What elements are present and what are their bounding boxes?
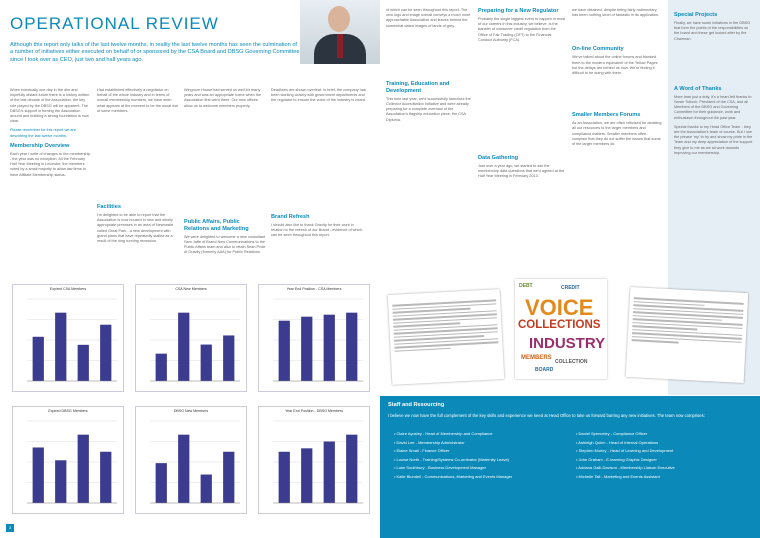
chart-bar	[301, 448, 312, 503]
chart-bar	[100, 325, 111, 381]
thanks-heading: A Word of Thanks	[674, 85, 722, 92]
document-image-left	[388, 289, 505, 385]
page-number: 3	[6, 524, 14, 532]
chart-bar	[33, 447, 44, 503]
chart-bar	[100, 452, 111, 503]
right-column-2: Preparing for a New Regulator Probably the single biggest event to happen in most of our careers in this industry, we believe, is the transfer of consumer credit regulation from the Office of Fair Trading (OFT) to the Financial Conduct Authority (FCA). Data Gathering Just over a year ago, we started to ask the membership data questions that we'd agreed at the Half Year Meeting in February 2013.	[478, 8, 566, 179]
chart-title: Year End Position - CSA Members	[286, 287, 342, 291]
word-cloud-image: VOICE COLLECTIONS INDUSTRY DEBT CREDIT MEMBERS COLLECTION BOARD	[515, 279, 607, 379]
staff-intro: I believe we now have the full complement of the key skills and experience we need at Head Office to take us forward barring any new initiatives. The team now comprises:	[388, 413, 705, 418]
chart-bar	[324, 442, 335, 504]
chart-bar	[55, 460, 66, 503]
brand-heading: Brand Refresh	[271, 213, 310, 220]
staff-member: • Louise North - Training/Systems Co-ordinator (Maternity Leave)	[394, 456, 564, 465]
column-1: When eventually one day in the dim and hopefully distant future there is a history written of the last decade of the Association, the key role played by the DBSG will be apparent. The DBSG's support in turning the Association around and building a strong foundation is now clear. Please remember for this report we are describing the last twelve months. Membership Overview Each year I write of changes to the membership - the year was no exception. All the February Half Year Meeting in Leicester, the members voted by a small majority to allow law firms to have Affiliate Membership status.	[10, 88, 91, 177]
right-column-3: we have obtained, despite being fairly rudimentary, has been nothing short of fantastic in its application. On-line Community We've talked about the online forums and blanked them to the modern equivalent of the Yellow Pages but the delays are behind us now. We're finding it difficult to be doing with them. Smaller Members Forums As an Association, we are often criticised for deciding all our resources to the larger members and compliance matters. Smaller members often complain that they do not suffer the issues that some of the larger members do.	[572, 8, 662, 147]
chart-bar	[201, 475, 212, 503]
staff-list-right	[576, 430, 756, 482]
bar-chart	[135, 284, 247, 392]
staff-panel	[380, 396, 760, 538]
chart-bar	[346, 435, 357, 503]
chart-bar	[156, 354, 167, 381]
chart-bar	[279, 321, 290, 381]
smaller-heading: Smaller Members Forums	[572, 112, 641, 119]
data-heading: Data Gathering	[478, 155, 519, 162]
column-4: Deadlines are shown overleaf. In brief, the company has been working closely with government departments and the regulator to ensure the voice of the industry is heard. Brand Refresh I should also like to thank Gravity for their work in relation to the refresh of our Brand - evidence of which can be seen throughout this report.	[271, 88, 366, 238]
training-heading: Training, Education and Development	[386, 80, 450, 94]
chart-title: Expired CSA Members	[49, 287, 87, 291]
bar-chart	[135, 406, 247, 514]
chart-bar	[279, 452, 290, 503]
chart-bar	[78, 345, 89, 381]
chart-bar	[223, 452, 234, 503]
staff-member: • Stephen Morley - Head of Learning and Development	[576, 447, 756, 456]
chart-bar	[301, 317, 312, 381]
membership-heading: Membership Overview	[10, 142, 70, 149]
bar-chart	[12, 406, 124, 514]
page-title: OPERATIONAL REVIEW	[10, 14, 219, 33]
ceo-portrait	[300, 0, 380, 64]
column-2: Had established effectively a negotiator on behalf of the whole industry and in terms of overall membership numbers, we have seen what appears at the moment to be the usual rise of some members. Facilities I'm delighted to be able to report that the Association is now housed in new and wholly appropriate premises in an area of Newcastle called Great Park - a new development with grand plans that have repeatedly stalled as a result of the long running recession.	[97, 88, 179, 244]
chart-title: Expired DBSG Members	[48, 409, 88, 413]
bar-chart	[258, 284, 370, 392]
chart-bar	[324, 315, 335, 381]
staff-member: • Claire Aynsley - Head of Membership and Compliance	[394, 430, 564, 439]
staff-heading: Staff and Resourcing	[388, 402, 445, 408]
document-image-right	[626, 287, 749, 383]
chart-bar	[346, 313, 357, 381]
chart-bar	[55, 313, 66, 381]
staff-member: • Katie Blundell - Communications, Marketing and Events Manager	[394, 473, 564, 482]
staff-member: • John Graham - E-learning Graphic Designer	[576, 456, 756, 465]
staff-member: • Ashleigh Quinn - Head of Internal Operations	[576, 439, 756, 448]
staff-member: • David Lee - Membership Administrator	[394, 439, 564, 448]
staff-list-left	[394, 430, 564, 482]
right-column-4: Special Projects Finally, we have some initiatives in the DBSG that form the points of the responsibilities on the board and these get looked after by the Chairman. A Word of Thanks More than just a duty, it's a heart-felt thanks to Sarah Tulloch, President of the CSA, and all Members of the DBSG and Governing Committee for their guidance, work and enthusiasm throughout the past year. Special thanks to my Head Office Team - they are the Association's team of course. But I use the phrase 'my' to try and show my pride in the Team and my deep appreciation of the support they give to me as we all work towards improving our membership.	[674, 12, 753, 155]
bar-chart	[258, 406, 370, 514]
chart-title: DBSG New Members	[173, 409, 209, 413]
intro-paragraph: Although this report only talks of the last twelve months, in reality the last twelve months has seen the culmination of a number of initiatives either executed on behalf of or sponsored by the CSA Board and DBSG Governing Committee since I took over as CEO, just two and half years ago.	[10, 42, 300, 63]
facilities-heading: Facilities	[97, 204, 121, 211]
chart-title: CSA New Members	[175, 287, 207, 291]
chart-bar	[78, 435, 89, 503]
right-page	[380, 0, 760, 538]
special-heading: Special Projects	[674, 12, 718, 18]
chart-bar	[178, 313, 189, 381]
staff-member: • Daniel Spenceley - Compliance Officer	[576, 430, 756, 439]
bar-chart	[12, 284, 124, 392]
chart-bar	[33, 337, 44, 381]
chart-title: Year End Position - DBSG Members	[285, 409, 343, 413]
preparing-heading: Preparing for a New Regulator	[478, 8, 559, 14]
staff-member: • Michelle Tait - Marketing and Events Assistant	[576, 473, 756, 482]
staff-member: • Elaine Small - Finance Officer	[394, 447, 564, 456]
online-heading: On-line Community	[572, 46, 624, 53]
chart-bar	[201, 345, 212, 381]
chart-bar	[223, 335, 234, 381]
staff-member: • Luke Southbury - Business Development Manager	[394, 464, 564, 473]
chart-bar	[156, 463, 167, 503]
right-column-1: of which can be seen throughout this report. The new logo and image overall conveys a much more approachable Association and leaves behind the somewhat dated images of lands of grey. Training, Education and Development This time last year, we'd successfully launched the Collector Accreditation Initiative and were already preparing for a complete overhaul of the Association's flagship education piece, the CSA Diploma.	[386, 8, 474, 273]
staff-member: • Adriana Galli-Davison - Membership Liaison Executive	[576, 464, 756, 473]
column-3: Wingrove House had served us well for many years and was an appropriate home when the Association first went there. Our new offices allow us to welcome members properly. Public Affairs, Public Relations and Marketing We were delighted to welcome a new consultant Sam Jaffe of Brand New Communications to the Public Affairs team and also to retain Sean Prole of Gravity (formerly AAA) for Public Relations.	[184, 88, 266, 255]
public-affairs-heading: Public Affairs, Public Relations and Marketing	[184, 218, 249, 232]
chart-bar	[178, 435, 189, 503]
